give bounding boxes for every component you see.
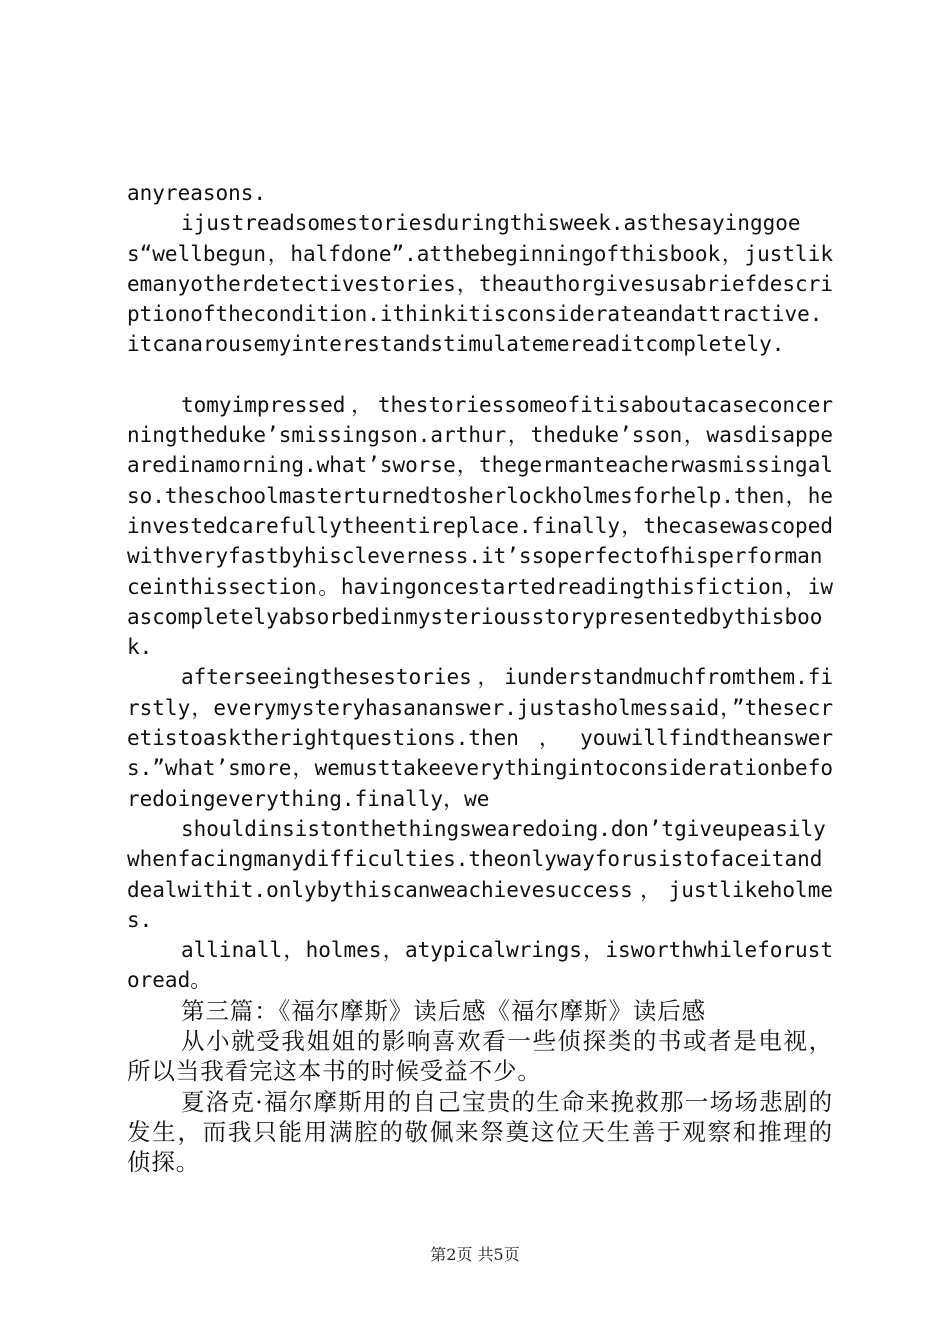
document-body <box>127 178 833 1178</box>
page-number-footer: 第2页 共5页 <box>430 1245 520 1264</box>
paragraph-chinese-1: 从小就受我姐姐的影响喜欢看一些侦探类的书或者是电视，所以当我看完这本书的时候受益不少。 <box>127 1027 833 1086</box>
paragraph-persistence: shouldinsistonthethingswearedoing.don’tgiveupeasilywhenfacingmanydifficulties.theonlywayforusistofaceitanddealwithit.onlybythiscanweachievesuccess，justlikeholmes. <box>127 816 833 932</box>
paragraph-conclusion: allinall，holmes，atypicalwrings，isworthwhileforustoread。 <box>127 938 833 993</box>
section-heading: 第三篇：《福尔摩斯》读后感《福尔摩斯》读后感 <box>181 996 707 1025</box>
paragraph-lessons: afterseeingthesestories，iunderstandmuchfromthem.firstly，everymysteryhasananswer.justasholmessaid，”thesecretistoasktherightquestions.then，youwillfindtheanswers.”what’smore，wemusttakeeverythingintoconsiderationbeforedoingeverything.finally，we <box>127 665 833 811</box>
paragraph-chinese-2: 夏洛克·福尔摩斯用的自己宝贵的生命来挽救那一场场悲剧的发生，而我只能用满腔的敬佩来祭奠这位天生善于观察和推理的侦探。 <box>127 1087 833 1177</box>
paragraph-intro: ijustreadsomestoriesduringthisweek.asthesayinggoes“wellbegun，halfdone”.atthebeginningofthisbook，justlikemanyotherdetectivestories，theauthorgivesusabriefdescriptionofthecondition.ithinkitisconsiderateandattractive.itcanarousemyinterestandstimulatemereaditcompletely. <box>127 211 833 357</box>
paragraph-continuation: anyreasons. <box>127 181 267 205</box>
paragraph-story: tomyimpressed，thestoriessomeofitisaboutacaseconcerningtheduke’smissingson.arthur，theduke’sson，wasdisappearedinamorning.what’sworse，thegermanteacherwasmissingalso.theschoolmasterturnedtosherlockholmesforhelp.then，heinvestedcarefullytheentireplace.finally，thecasewascopedwithveryfastbyhiscleverness.it’ssoperfectofhisperformanceinthissection。havingoncestartedreadingthisfiction，iwascompletelyabsorbedinmysteriousstorypresentedbythisbook. <box>127 392 833 660</box>
